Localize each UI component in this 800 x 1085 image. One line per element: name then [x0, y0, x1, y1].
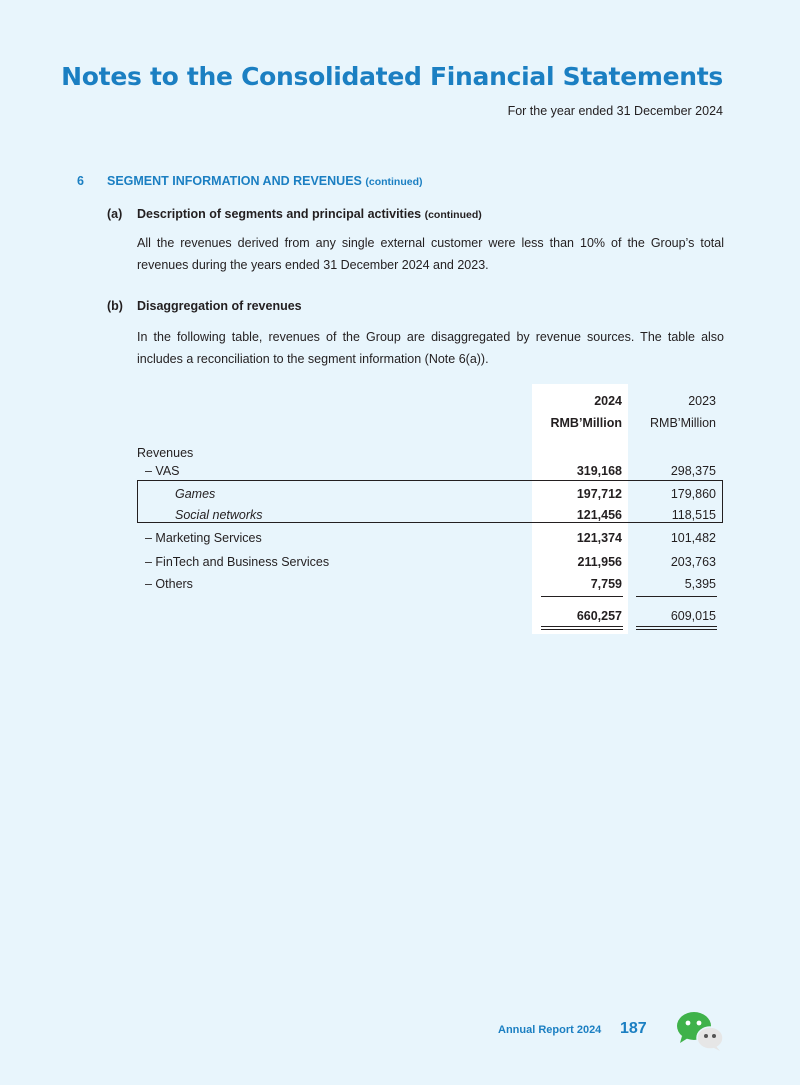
section-title: SEGMENT INFORMATION AND REVENUES	[107, 174, 362, 188]
row-label-vas: – VAS	[145, 464, 180, 478]
row-fintech-2023: 203,763	[670, 555, 716, 569]
section-number: 6	[77, 174, 84, 188]
subsection-a-paragraph: All the revenues derived from any single external customer were less than 10% of the Group’s total revenues during the years ended 31 December 2024 and 2023.	[137, 236, 724, 272]
row-marketing-services-2023: 101,482	[670, 531, 716, 545]
row-social-networks-2023: 118,515	[671, 508, 716, 522]
subtotal-rule-2023	[636, 596, 717, 597]
row-games-2024: 197,712	[576, 487, 622, 501]
row-social-networks-2024: 121,456	[576, 508, 622, 522]
row-others-2023: 5,395	[684, 577, 716, 591]
total-double-rule-2024	[541, 626, 623, 630]
subsection-a-letter: (a)	[107, 207, 123, 221]
section-continued: (continued)	[365, 176, 423, 188]
header-2023-year: 2023	[688, 394, 716, 408]
row-others-2024: 7,759	[590, 577, 622, 591]
row-vas-2024: 319,168	[576, 464, 622, 478]
row-games-2023: 179,860	[670, 487, 716, 501]
subsection-a-continued: (continued)	[424, 209, 482, 221]
row-label-marketing-services: – Marketing Services	[145, 531, 262, 545]
row-fintech-2024: 211,956	[577, 555, 622, 569]
subsection-b-title: Disaggregation of revenues	[137, 299, 302, 313]
section-heading	[77, 174, 423, 188]
subsection-b-letter: (b)	[107, 299, 123, 313]
row-marketing-services-2024: 121,374	[576, 531, 622, 545]
row-label-fintech: – FinTech and Business Services	[145, 555, 330, 569]
page-number: 187	[620, 1020, 647, 1037]
subsection-b-heading	[107, 299, 302, 313]
header-2023-unit: RMB’Million	[650, 416, 716, 430]
revenues-label: Revenues	[137, 446, 194, 460]
header-2024-unit: RMB’Million	[550, 416, 622, 430]
total-2024: 660,257	[576, 609, 622, 623]
row-label-social-networks: Social networks	[175, 508, 263, 522]
header-2024-year: 2024	[594, 394, 622, 408]
subsection-a-title: Description of segments and principal activities	[137, 207, 422, 221]
footer-report-label: Annual Report 2024	[498, 1024, 602, 1036]
wechat-logo-icon	[674, 1010, 726, 1052]
total-2023: 609,015	[670, 609, 716, 623]
page-subtitle: For the year ended 31 December 2024	[507, 104, 723, 118]
subsection-b-paragraph: In the following table, revenues of the Group are disaggregated by revenue sources. The table also includes a reconciliation to the segment information (Note 6(a)).	[137, 330, 724, 366]
row-vas-2023: 298,375	[670, 464, 716, 478]
page-title: Notes to the Consolidated Financial Statements	[61, 62, 723, 91]
row-label-others: – Others	[145, 577, 193, 591]
total-double-rule-2023	[636, 626, 717, 630]
row-label-games: Games	[175, 487, 216, 501]
subsection-a-heading	[107, 207, 482, 221]
subtotal-rule-2024	[541, 596, 623, 597]
